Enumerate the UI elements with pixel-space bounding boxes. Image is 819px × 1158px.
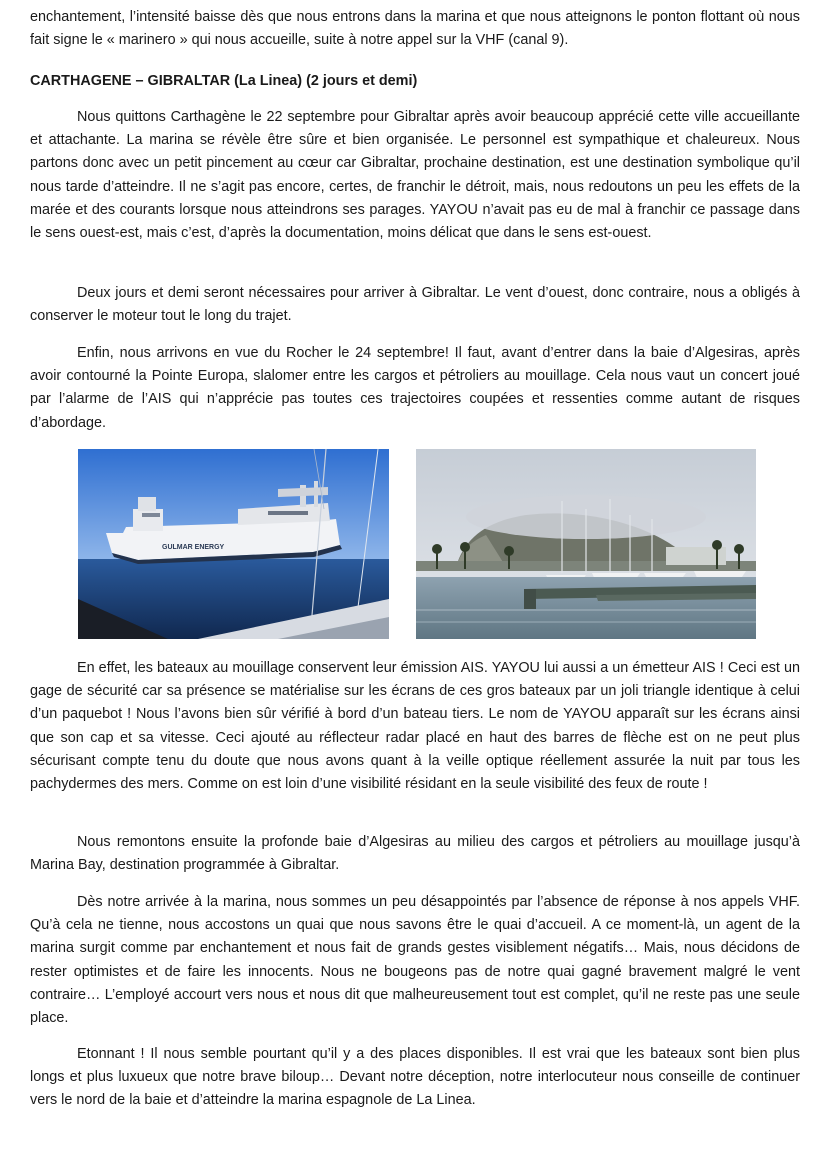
intro-tail-paragraph: enchantement, l’intensité baisse dès que nous entrons dans la marina et que nous atteignons le ponton flottant où nous fait signe le « marinero » qui nous accueille, suite à notre appel sur la VHF (canal 9). bbox=[30, 9, 800, 49]
paragraph-marina-arrival: Dès notre arrivée à la marina, nous sommes un peu désappointés par l’absence de réponse à nos appels VHF. Qu’à cela ne tienne, nous accostons un quai que nous savons être le quai d’accueil. A ce moment-là, un agent de la marina surgit comme par enchantement et nous fait de grands gestes visiblement négatifs… Mais, nous décidons de rester optimistes et de faire les innocents. Nous ne bougeons pas de notre quai gagné bravement malgré le vent contraire… L’employé accourt vers nous et nous dit que malheureusement tout est complet, qu’il ne reste pas une seule place. bbox=[30, 894, 800, 1027]
paragraph-passage: Deux jours et demi seront nécessaires pour arriver à Gibraltar. Le vent d’ouest, donc contraire, nous a obligés à conserver le moteur tout le long du trajet. bbox=[30, 285, 800, 325]
ship-hull-lettering: GULMAR ENERGY bbox=[162, 544, 225, 551]
section-heading: CARTHAGENE – GIBRALTAR (La Linea) (2 jours et demi) bbox=[30, 73, 418, 89]
paragraph-algesiras-bay: Nous remontons ensuite la profonde baie d’Algesiras au milieu des cargos et pétroliers au mouillage jusqu’à Marina Bay, destination programmée à Gibraltar. bbox=[30, 834, 800, 874]
ship-photo bbox=[78, 449, 389, 639]
paragraph-la-linea: Etonnant ! Il nous semble pourtant qu’il y a des places disponibles. Il est vrai que les bateaux sont bien plus longs et plus luxueux que notre brave biloup… Devant notre déception, notre interlocuteur nous conseille de continuer vers le nord de la baie et d’atteindre la marina espagnole de La Linea. bbox=[30, 1046, 800, 1109]
paragraph-ais: En effet, les bateaux au mouillage conservent leur émission AIS. YAYOU lui aussi a un émetteur AIS ! Ceci est un gage de sécurité car sa présence se matérialise sur les écrans de ces gros bateaux par un joli triangle identique à celui d’un paquebot ! Nous l’avons bien sûr vérifié à bord d’un bateau tiers. Le nom de YAYOU apparaît sur les écrans ainsi que son cap et sa vitesse. Ceci ajouté au réflecteur radar placé en haut des barres de flèche est on ne peut plus sécurisant compte tenu du doute que nous avons quant à la veille optique réellement assurée la nuit par tous les pachydermes des mers. Comme on est loin d’une visibilité résidant en la seule visibilité des feux de route ! bbox=[30, 660, 800, 793]
paragraph-departure: Nous quittons Carthagène le 22 septembre pour Gibraltar après avoir beaucoup apprécié cette ville accueillante et attachante. La marina se révèle être sûre et bien organisée. Le personnel est sympathique et chaleureux. Nous partons donc avec un petit pincement au cœur car Gibraltar, prochaine destination, est une destination symbolique qu’il nous tarde d’atteindre. Il ne s’agit pas encore, certes, de franchir le détroit, mais, nous redoutons un peu les effets de la marée et des courants lorsque nous atteindrons ses parages. YAYOU n’avait pas eu de mal à franchir ce passage dans le sens ouest-est, mais c’est, d’après la documentation, moins délicat que dans le sens est-ouest. bbox=[30, 109, 800, 242]
gibraltar-marina-photo bbox=[416, 449, 756, 639]
paragraph-arrival-rock: Enfin, nous arrivons en vue du Rocher le 24 septembre! Il faut, avant d’entrer dans la baie d’Algesiras, après avoir contourné la Pointe Europa, slalomer entre les cargos et pétroliers au mouillage. Cela nous vaut un concert joué par l’alarme de l’AIS qui n’apprécie pas toutes ces trajectoires coupées et ressenties comme autant de risques d’abordage. bbox=[30, 345, 800, 431]
